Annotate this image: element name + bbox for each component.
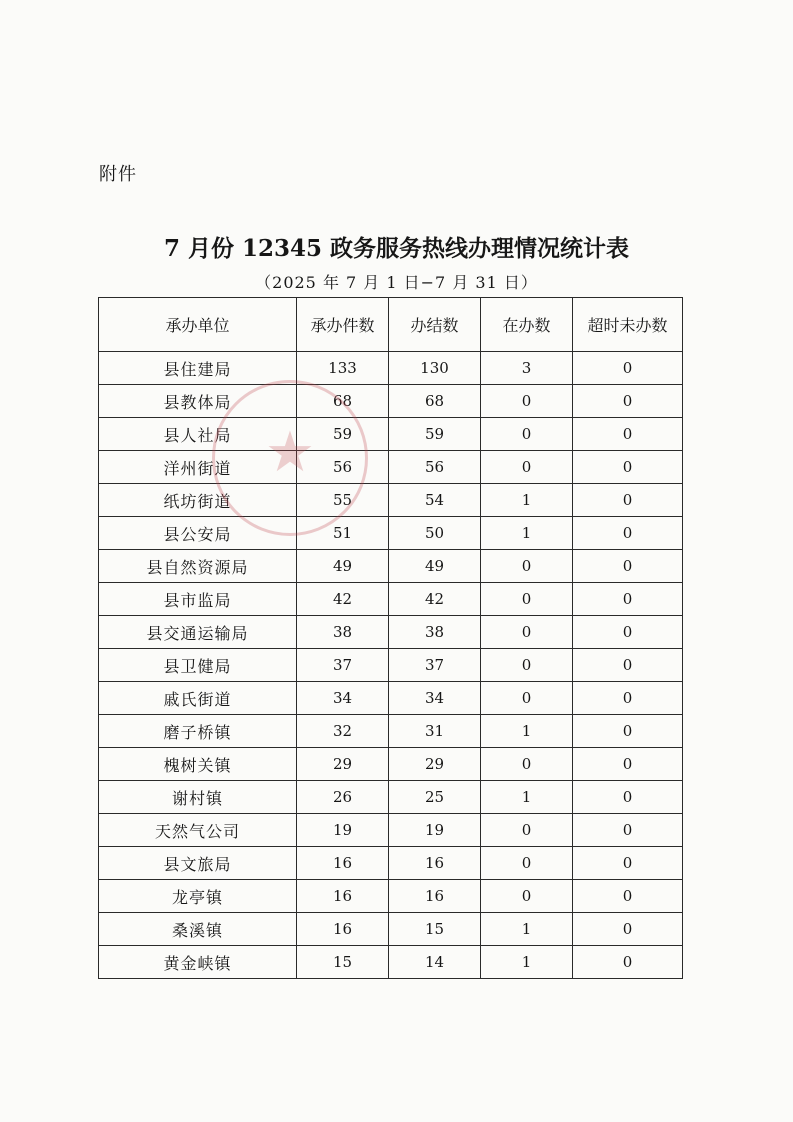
cell-unit: 桑溪镇 <box>99 913 297 946</box>
table-row <box>99 814 683 847</box>
cell-completed: 16 <box>389 847 481 880</box>
table-row <box>99 550 683 583</box>
table-row <box>99 352 683 385</box>
cell-in-progress: 0 <box>481 451 573 484</box>
table-row <box>99 649 683 682</box>
cell-overdue: 0 <box>573 880 683 913</box>
cell-completed: 68 <box>389 385 481 418</box>
document-title: 7 月份 12345 政务服务热线办理情况统计表 <box>163 235 630 262</box>
cell-overdue: 0 <box>573 682 683 715</box>
cell-overdue: 0 <box>573 517 683 550</box>
cell-completed: 56 <box>389 451 481 484</box>
table-row <box>99 913 683 946</box>
cell-received: 16 <box>297 913 389 946</box>
table-row <box>99 847 683 880</box>
cell-in-progress: 0 <box>481 682 573 715</box>
column-header-overdue: 超时未办数 <box>573 298 683 352</box>
cell-completed: 15 <box>389 913 481 946</box>
table-row <box>99 583 683 616</box>
cell-received: 55 <box>297 484 389 517</box>
cell-in-progress: 1 <box>481 517 573 550</box>
cell-overdue: 0 <box>573 484 683 517</box>
cell-in-progress: 1 <box>481 781 573 814</box>
table-row <box>99 517 683 550</box>
cell-completed: 31 <box>389 715 481 748</box>
cell-unit: 县住建局 <box>99 352 297 385</box>
cell-in-progress: 1 <box>481 946 573 979</box>
cell-received: 38 <box>297 616 389 649</box>
cell-in-progress: 0 <box>481 616 573 649</box>
cell-overdue: 0 <box>573 616 683 649</box>
cell-in-progress: 0 <box>481 583 573 616</box>
cell-overdue: 0 <box>573 649 683 682</box>
table-row <box>99 715 683 748</box>
cell-overdue: 0 <box>573 814 683 847</box>
table-header-row <box>99 298 683 352</box>
star-seal-icon: ★ <box>264 420 316 485</box>
cell-received: 34 <box>297 682 389 715</box>
cell-in-progress: 0 <box>481 748 573 781</box>
cell-unit: 黄金峡镇 <box>99 946 297 979</box>
cell-completed: 29 <box>389 748 481 781</box>
cell-unit: 天然气公司 <box>99 814 297 847</box>
cell-unit: 县卫健局 <box>99 649 297 682</box>
cell-in-progress: 0 <box>481 880 573 913</box>
cell-received: 56 <box>297 451 389 484</box>
cell-unit: 县交通运输局 <box>99 616 297 649</box>
table-row <box>99 484 683 517</box>
cell-received: 59 <box>297 418 389 451</box>
cell-overdue: 0 <box>573 946 683 979</box>
cell-unit: 县教体局 <box>99 385 297 418</box>
table-row <box>99 946 683 979</box>
cell-completed: 34 <box>389 682 481 715</box>
cell-completed: 14 <box>389 946 481 979</box>
cell-overdue: 0 <box>573 781 683 814</box>
cell-in-progress: 1 <box>481 484 573 517</box>
cell-received: 37 <box>297 649 389 682</box>
cell-completed: 38 <box>389 616 481 649</box>
cell-in-progress: 0 <box>481 814 573 847</box>
cell-overdue: 0 <box>573 352 683 385</box>
cell-received: 68 <box>297 385 389 418</box>
cell-received: 16 <box>297 880 389 913</box>
hotline-statistics-table <box>98 297 683 979</box>
cell-overdue: 0 <box>573 550 683 583</box>
cell-completed: 42 <box>389 583 481 616</box>
cell-overdue: 0 <box>573 583 683 616</box>
cell-in-progress: 1 <box>481 715 573 748</box>
cell-overdue: 0 <box>573 847 683 880</box>
cell-in-progress: 3 <box>481 352 573 385</box>
table-row <box>99 748 683 781</box>
cell-unit: 谢村镇 <box>99 781 297 814</box>
cell-overdue: 0 <box>573 385 683 418</box>
table-row <box>99 418 683 451</box>
cell-overdue: 0 <box>573 715 683 748</box>
cell-unit: 县自然资源局 <box>99 550 297 583</box>
cell-unit: 县公安局 <box>99 517 297 550</box>
column-header-unit: 承办单位 <box>99 298 297 352</box>
cell-unit: 县市监局 <box>99 583 297 616</box>
cell-overdue: 0 <box>573 913 683 946</box>
cell-completed: 50 <box>389 517 481 550</box>
cell-received: 49 <box>297 550 389 583</box>
cell-completed: 54 <box>389 484 481 517</box>
cell-received: 19 <box>297 814 389 847</box>
cell-completed: 59 <box>389 418 481 451</box>
cell-received: 15 <box>297 946 389 979</box>
cell-in-progress: 0 <box>481 550 573 583</box>
cell-received: 29 <box>297 748 389 781</box>
cell-completed: 19 <box>389 814 481 847</box>
table-row <box>99 616 683 649</box>
cell-received: 51 <box>297 517 389 550</box>
attachment-label: 附件 <box>99 164 137 185</box>
cell-unit: 磨子桥镇 <box>99 715 297 748</box>
column-header-in-progress: 在办数 <box>481 298 573 352</box>
cell-received: 16 <box>297 847 389 880</box>
cell-in-progress: 1 <box>481 913 573 946</box>
table-row <box>99 451 683 484</box>
cell-completed: 49 <box>389 550 481 583</box>
cell-received: 26 <box>297 781 389 814</box>
cell-unit: 戚氏街道 <box>99 682 297 715</box>
cell-received: 32 <box>297 715 389 748</box>
table-row <box>99 385 683 418</box>
cell-in-progress: 0 <box>481 418 573 451</box>
cell-received: 42 <box>297 583 389 616</box>
table-row <box>99 880 683 913</box>
table-body <box>99 352 683 979</box>
cell-unit: 县人社局 <box>99 418 297 451</box>
cell-in-progress: 0 <box>481 847 573 880</box>
cell-unit: 龙亭镇 <box>99 880 297 913</box>
cell-completed: 25 <box>389 781 481 814</box>
cell-unit: 纸坊街道 <box>99 484 297 517</box>
column-header-completed: 办结数 <box>389 298 481 352</box>
cell-overdue: 0 <box>573 748 683 781</box>
date-range-subtitle: （2025 年 7 月 1 日−7 月 31 日） <box>255 273 538 292</box>
cell-unit: 县文旅局 <box>99 847 297 880</box>
table-row <box>99 781 683 814</box>
cell-completed: 37 <box>389 649 481 682</box>
cell-in-progress: 0 <box>481 649 573 682</box>
cell-received: 133 <box>297 352 389 385</box>
cell-overdue: 0 <box>573 418 683 451</box>
cell-completed: 130 <box>389 352 481 385</box>
cell-overdue: 0 <box>573 451 683 484</box>
cell-in-progress: 0 <box>481 385 573 418</box>
cell-unit: 洋州街道 <box>99 451 297 484</box>
table-row <box>99 682 683 715</box>
column-header-received: 承办件数 <box>297 298 389 352</box>
cell-unit: 槐树关镇 <box>99 748 297 781</box>
cell-completed: 16 <box>389 880 481 913</box>
